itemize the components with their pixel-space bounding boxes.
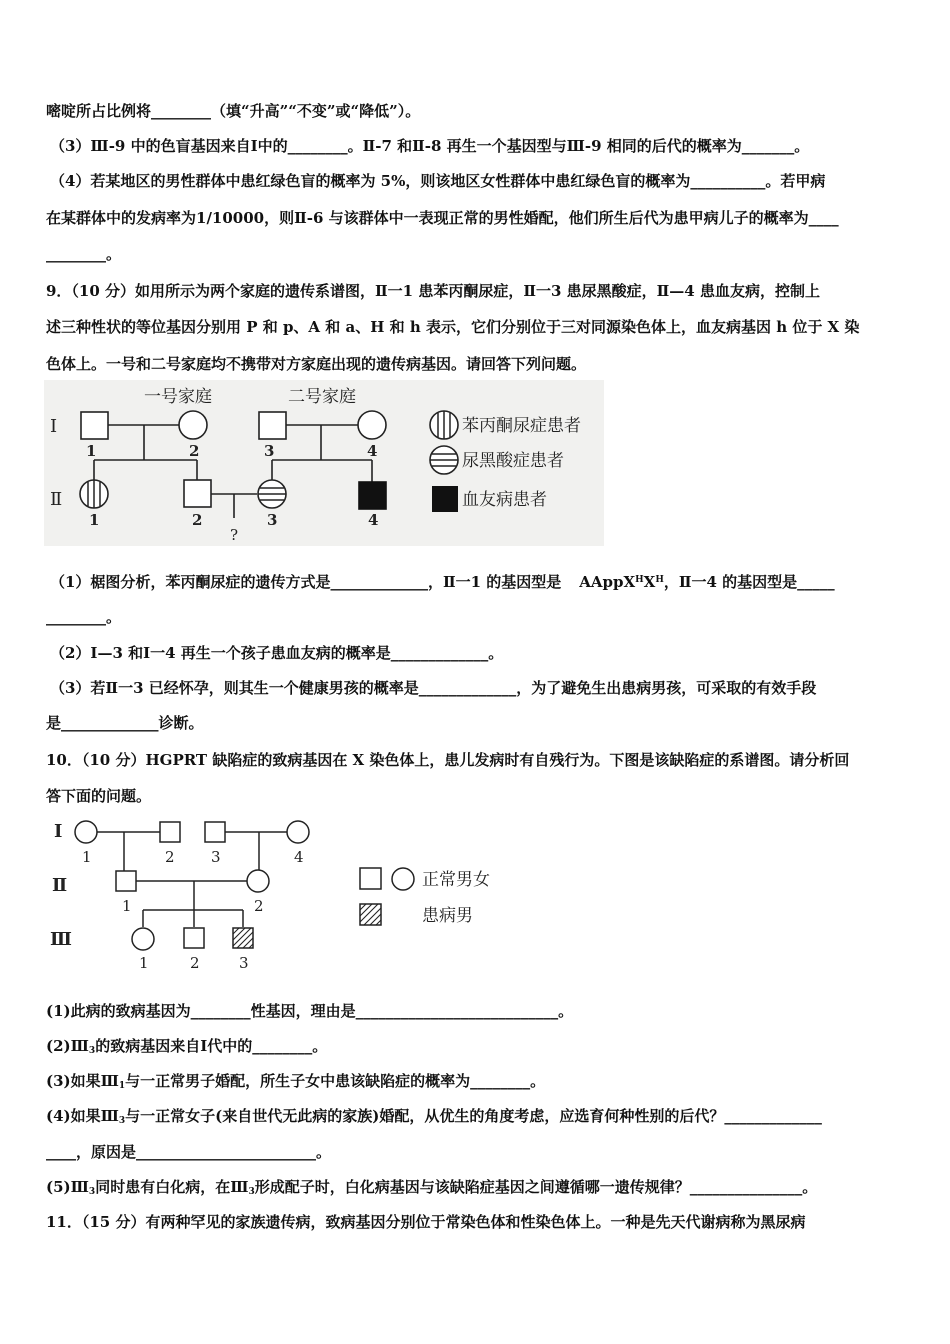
question-9-1: [50, 570, 906, 592]
number-label: 1: [122, 897, 132, 915]
iii3-affected-male: [233, 928, 253, 948]
question-9-stem: 述三种性状的等位基因分别用 P 和 p、A 和 a、H 和 h 表示，它们分别位于三对同源染色体上，血友病基因 h 位于 X 染: [46, 318, 860, 336]
question-9-3: （3）若Ⅱ一3 已经怀孕，则其生一个健康男孩的概率是_____________，为了避免生出患病男孩，可采取的有效手段: [50, 679, 817, 697]
number-label: 1: [139, 954, 149, 972]
number-label: 2: [254, 897, 264, 915]
i2-male: [160, 822, 180, 842]
number-label: 2: [192, 511, 203, 529]
number-label: 1: [82, 848, 92, 866]
generation-ii-label: Ⅱ: [52, 875, 68, 896]
number-label: 1: [89, 511, 100, 529]
ii2-female: [247, 870, 269, 892]
genotype-ii1: $AAppX^HX^H$: [579, 573, 664, 591]
question-10-1: (1)此病的致病基因为________性基因，理由是___________________________。: [46, 1002, 574, 1020]
question-9-stem: 9．（10 分）如用所示为两个家庭的遗传系谱图，Ⅱ一1 患苯丙酮尿症，Ⅱ一3 患尿黑酸症，Ⅱ—4 患血友病，控制上: [46, 282, 820, 300]
legend-normal-label: 正常男女: [422, 870, 490, 890]
i1-female: [75, 821, 97, 843]
ii1-pku-female: [80, 480, 108, 508]
number-label: 1: [86, 442, 97, 460]
generation-i-label: Ⅰ: [54, 821, 63, 842]
number-label: 3: [267, 511, 278, 529]
number-label: 4: [367, 442, 378, 460]
text-line: ____，原因是________________________。: [46, 1143, 332, 1161]
ii4-hemophilia-male: [359, 482, 386, 509]
text-line: 在某群体中的发病率为1/10000，则Ⅱ-6 与该群体中一表现正常的男性婚配，他们所生后代为患甲病儿子的概率为____: [46, 209, 839, 227]
question-10-stem: 答下面的问题。: [46, 787, 152, 805]
i2-female: [179, 411, 207, 439]
ii2-male: [184, 480, 211, 507]
number-label: 2: [165, 848, 175, 866]
legend-hemophilia-label: 血友病患者: [462, 490, 547, 510]
question-10-5: $(5)Ⅲ_3$同时患有白化病，在$Ⅲ_3$形成配子时，白化病基因与该缺陷症基因之间遵循哪一遗传规律？_______________。: [46, 1178, 818, 1197]
text-line: 嘧啶所占比例将________（填“升高”“不变”或“降低”）。: [46, 102, 421, 120]
number-label: 3: [211, 848, 221, 866]
number-label: 2: [189, 442, 200, 460]
unknown-child-label: ?: [230, 526, 239, 544]
number-label: 2: [190, 954, 200, 972]
i4-female: [358, 411, 386, 439]
legend-alkaptonuria-label: 尿黑酸症患者: [462, 451, 564, 471]
family-1-title: 一号家庭: [144, 387, 212, 407]
legend-affected-male-icon: [360, 904, 381, 925]
legend-hemophilia-icon: [432, 486, 458, 512]
question-8-4: （4）若某地区的男性群体中患红绿色盲的概率为 5%，则该地区女性群体中患红绿色盲的概率为__________。若甲病: [50, 172, 826, 190]
generation-i-label: Ⅰ: [50, 416, 58, 437]
legend-alkaptonuria-icon: [430, 446, 458, 474]
question-9-2: （2）Ⅰ—3 和Ⅰ一4 再生一个孩子患血友病的概率是_____________。: [50, 644, 504, 662]
question-10-stem: 10．（10 分）HGPRT 缺陷症的致病基因在 X 染色体上，患儿发病时有自残行为。下图是该缺陷症的系谱图。请分析回: [46, 751, 850, 769]
iii1-female: [132, 928, 154, 950]
text-line: ________。: [46, 608, 122, 626]
number-label: 4: [368, 511, 379, 529]
question-10-2: $(2)Ⅲ_3$的致病基因来自Ⅰ代中的________。: [46, 1037, 328, 1056]
generation-ii-label: Ⅱ: [50, 489, 63, 510]
pedigree-figure-9: [44, 380, 604, 546]
question-10-4: (4)如果$Ⅲ_3$与一正常女子(来自世代无此病的家族)婚配，从优生的角度考虑，应选育何种性别的后代？_____________: [46, 1107, 822, 1126]
legend-pku-icon: [430, 411, 458, 439]
question-10-3: (3)如果$Ⅲ_1$与一正常男子婚配，所生子女中患该缺陷症的概率为________。: [46, 1072, 546, 1091]
number-label: 3: [239, 954, 249, 972]
text-line: ________。: [46, 245, 122, 263]
question-11-stem: 11．（15 分）有两种罕见的家族遗传病，致病基因分别位于常染色体和性染色体上。一种是先天代谢病称为黑尿病: [46, 1213, 806, 1231]
legend-affected-label: 患病男: [422, 906, 473, 926]
legend-pku-label: 苯丙酮尿症患者: [462, 416, 581, 436]
text-line: 是_____________诊断。: [46, 714, 204, 732]
generation-iii-label: Ⅲ: [50, 929, 72, 950]
question-8-3: （3）Ⅲ-9 中的色盲基因来自Ⅰ中的________。Ⅱ-7 和Ⅱ-8 再生一个基因型与Ⅲ-9 相同的后代的概率为_______。: [50, 137, 810, 155]
i4-female: [287, 821, 309, 843]
number-label: 3: [264, 442, 275, 460]
iii2-male: [184, 928, 204, 948]
i3-male: [259, 412, 286, 439]
legend-normal-female-icon: [392, 868, 414, 890]
number-label: 4: [294, 848, 304, 866]
i3-male: [205, 822, 225, 842]
legend-normal-male-icon: [360, 868, 381, 889]
i1-male: [81, 412, 108, 439]
ii1-male: [116, 871, 136, 891]
question-text: （1）椐图分析，苯丙酮尿症的遗传方式是_____________，Ⅱ一1 的基因型是: [50, 573, 562, 591]
question-9-stem: 色体上。一号和二号家庭均不携带对方家庭出现的遗传病基因。请回答下列问题。: [46, 355, 587, 373]
question-text: ，Ⅱ一4 的基因型是_____: [663, 573, 835, 591]
pedigree-figure-10: [44, 815, 514, 975]
family-2-title: 二号家庭: [288, 387, 356, 407]
ii3-alkaptonuria-female: [258, 480, 286, 508]
